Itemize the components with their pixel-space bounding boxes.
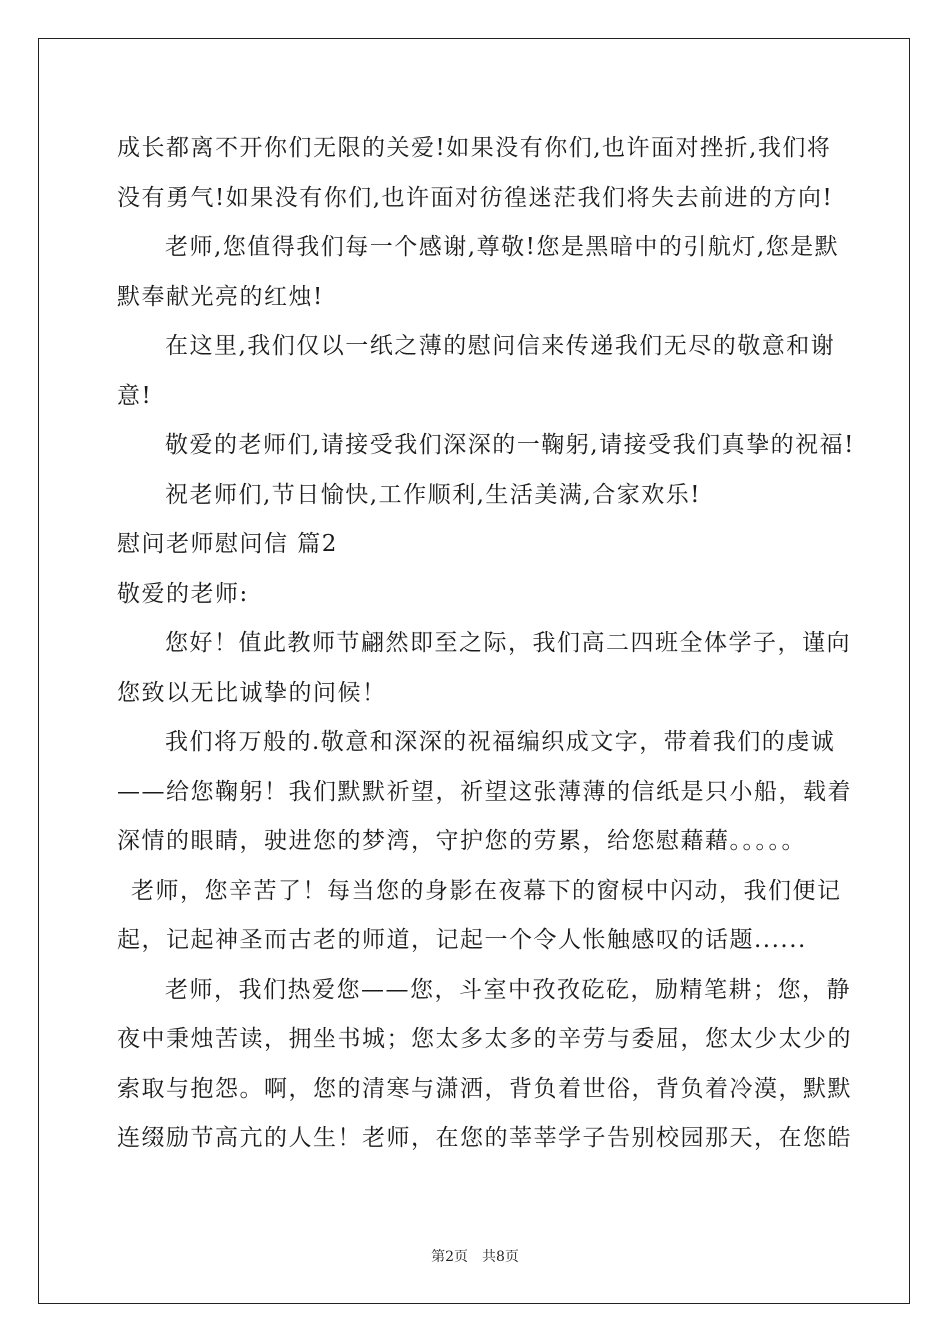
text-line: 索取与抱怨。啊，您的清寒与潇洒，背负着世俗，背负着冷漠，默默 xyxy=(117,1075,852,1102)
salutation: 敬爱的老师: xyxy=(117,580,249,607)
text-line: 敬爱的老师们,请接受我们深深的一鞠躬,请接受我们真挚的祝福! xyxy=(165,432,855,458)
section-heading: 慰问老师慰问信 篇2 xyxy=(117,531,338,557)
text-line: 深情的眼睛，驶进您的梦湾，守护您的劳累，给您慰藉藉。。。。。 xyxy=(117,828,806,854)
text-line: 在这里,我们仅以一纸之薄的慰问信来传递我们无尽的敬意和谢 xyxy=(165,333,836,359)
text-line: 默奉献光亮的红烛! xyxy=(117,283,324,310)
text-line: 成长都离不开你们无限的关爱!如果没有你们,也许面对挫折,我们将 xyxy=(117,135,832,161)
text-line: 夜中秉烛苦读，拥坐书城；您太多太多的辛劳与委屈，您太少太少的 xyxy=(117,1026,852,1052)
text-line: 老师,您值得我们每一个感谢,尊敬!您是黑暗中的引航灯,您是默 xyxy=(165,234,840,260)
text-line: 我们将万般的.敬意和深深的祝福编织成文字，带着我们的虔诚 xyxy=(165,729,836,755)
text-line: 您好！值此教师节翩然即至之际，我们高二四班全体学子，谨向 xyxy=(165,630,851,656)
document-body xyxy=(117,124,855,1164)
text-line: 老师，我们热爱您——您，斗室中孜孜矻矻，励精笔耕；您，静 xyxy=(165,976,851,1003)
text-line: 没有勇气!如果没有你们,也许面对彷徨迷茫我们将失去前进的方向! xyxy=(117,184,834,211)
text-line: 您致以无比诚挚的问候！ xyxy=(117,679,387,706)
text-line: 意! xyxy=(117,382,153,409)
text-line: 老师，您辛苦了！每当您的身影在夜幕下的窗棂中闪动，我们便记 xyxy=(131,877,842,904)
text-line: ——给您鞠躬！我们默默祈望，祈望这张薄薄的信纸是只小船，载着 xyxy=(117,778,852,805)
text-line: 连缀励节高亢的人生！老师，在您的莘莘学子告别校园那天，在您皓 xyxy=(117,1125,852,1151)
text-line: 起，记起神圣而古老的师道，记起一个令人怅触感叹的话题...... xyxy=(117,927,807,953)
text-line: 祝老师们,节日愉快,工作顺利,生活美满,合家欢乐! xyxy=(165,481,701,508)
page-footer: 第2页 共8页 xyxy=(431,1249,519,1265)
